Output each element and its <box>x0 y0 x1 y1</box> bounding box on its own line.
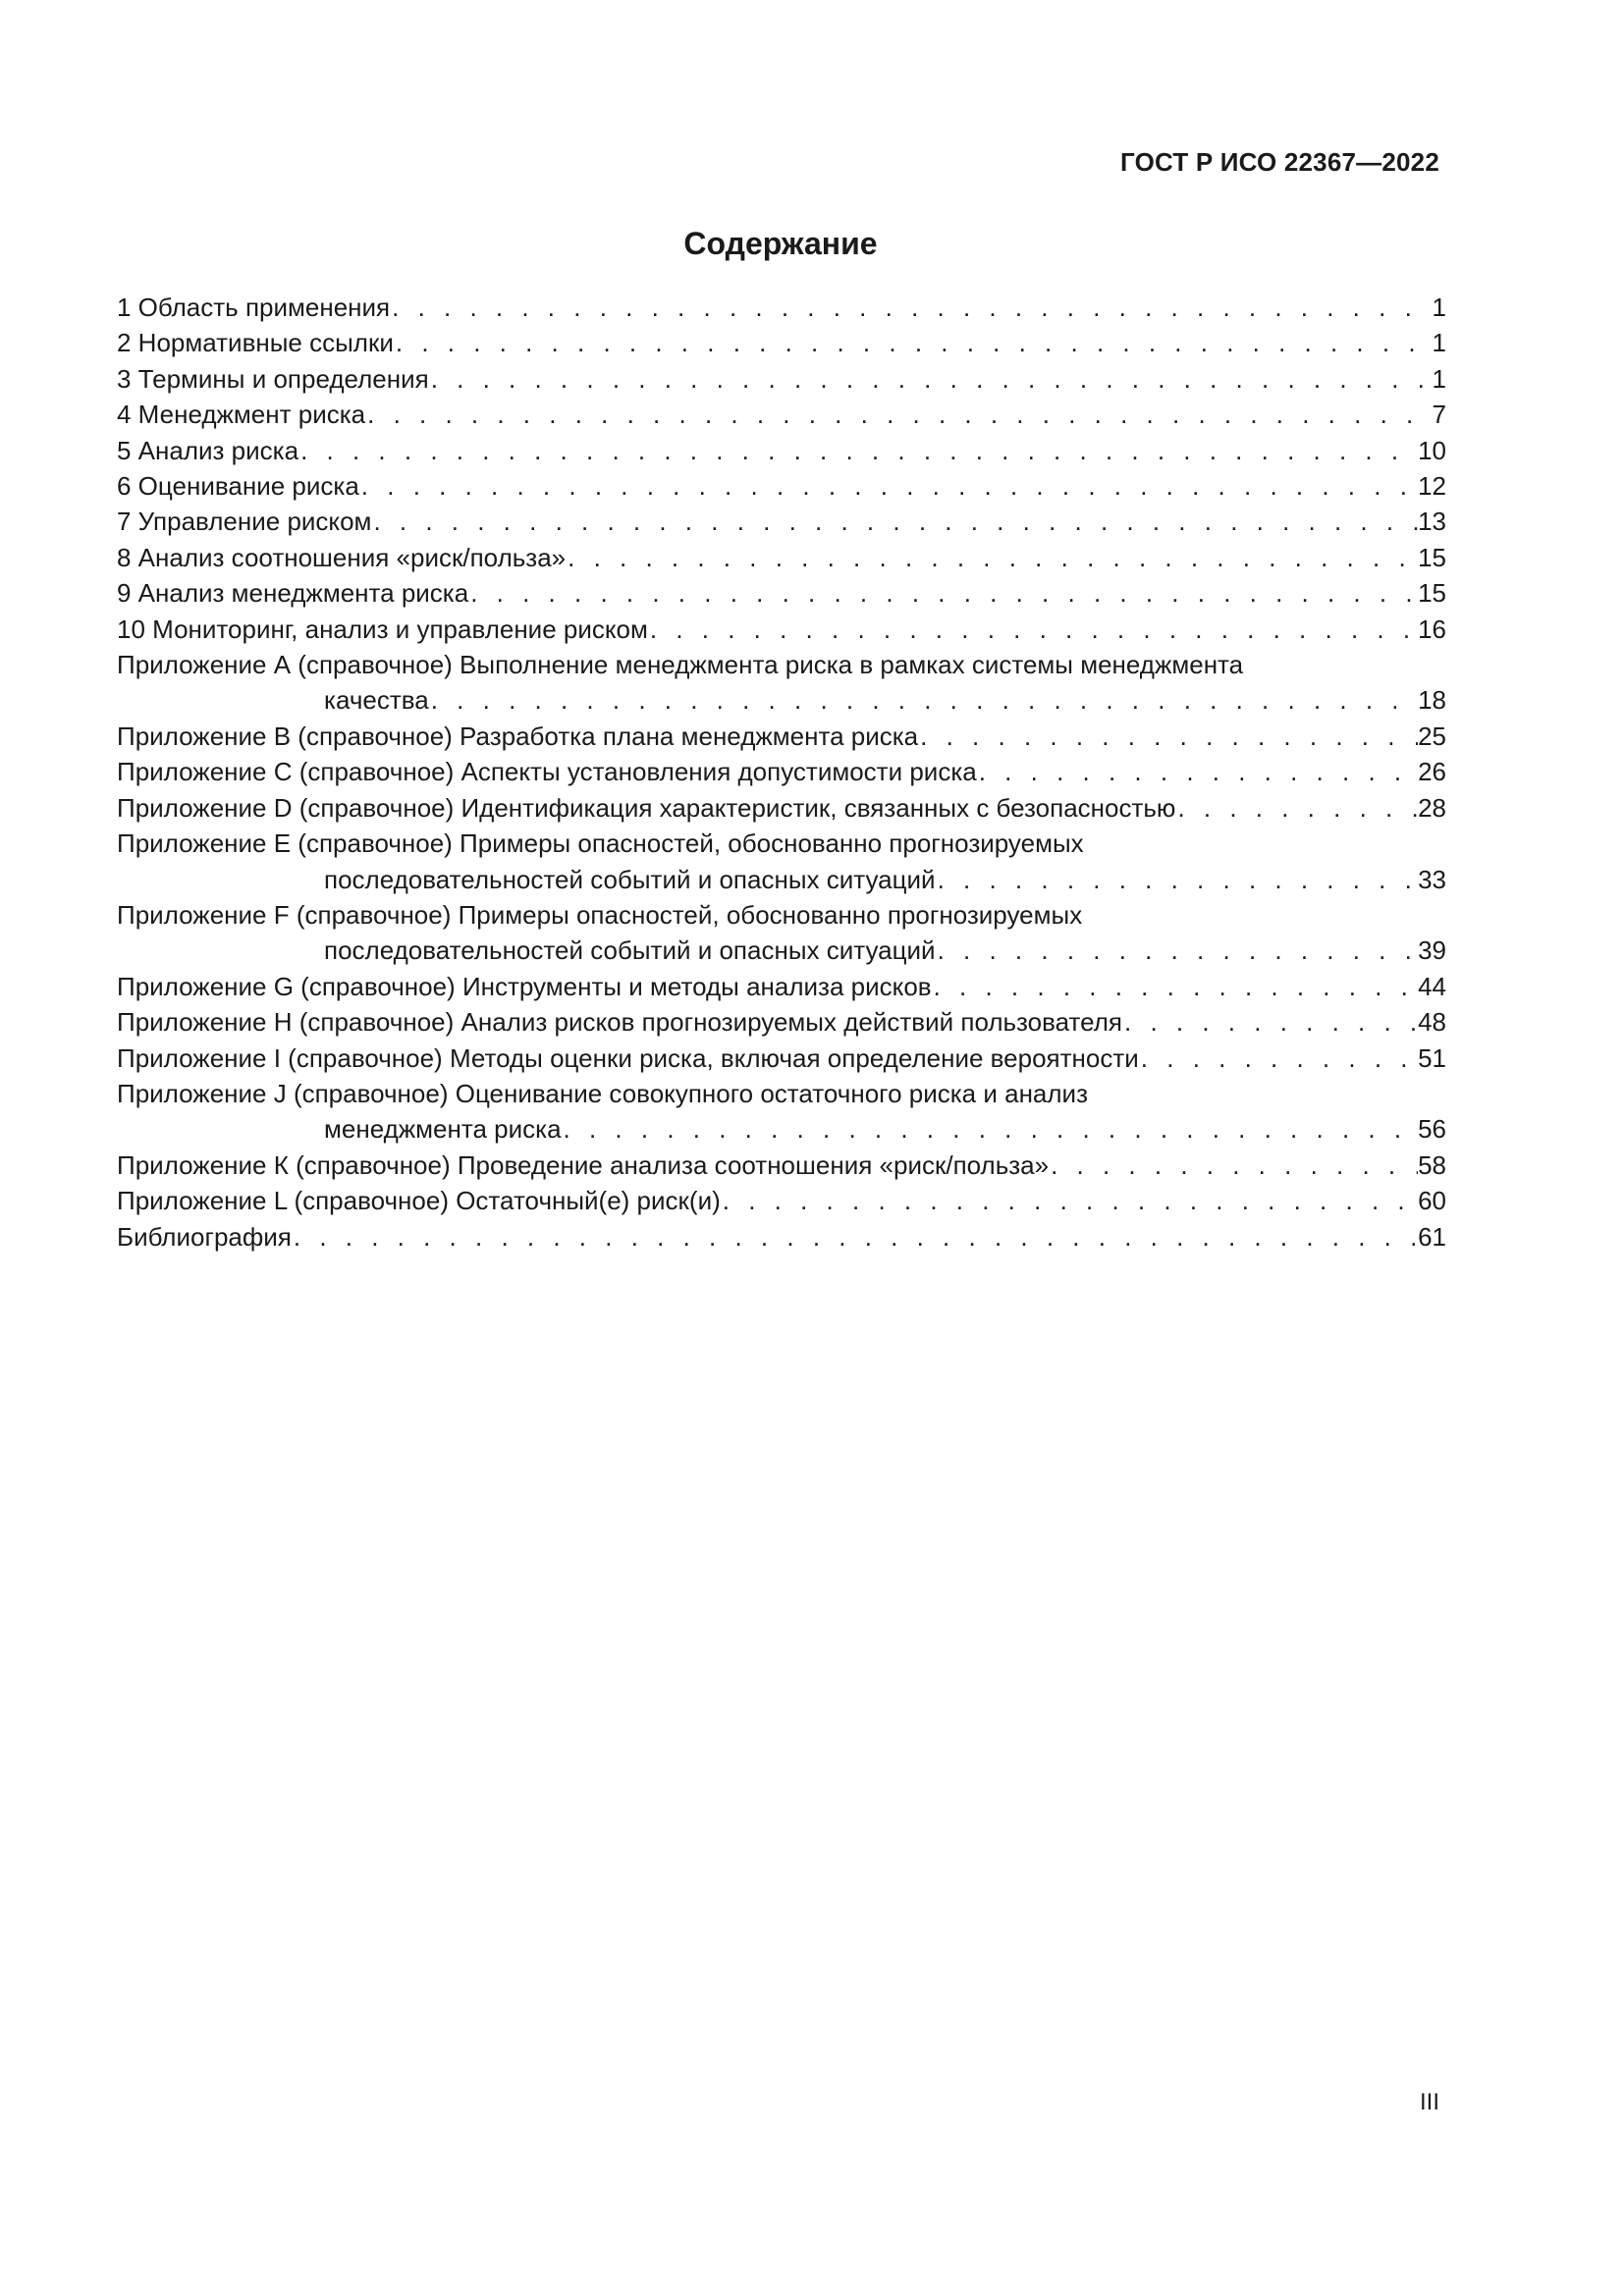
toc-entry-title: Приложение Е (справочное) Примеры опасностей, обоснованно прогнозируемых <box>117 828 1084 859</box>
toc-page-number: 25 <box>1418 721 1446 751</box>
dot-leader <box>932 969 1418 1004</box>
toc-entry[interactable] <box>117 1148 1446 1183</box>
dot-leader <box>721 1183 1418 1218</box>
toc-entry[interactable] <box>117 433 1446 468</box>
page-number: III <box>1419 2089 1439 2115</box>
toc-entry-title: Приложение К (справочное) Проведение анализа соотношения «риск/польза» <box>117 1149 1050 1180</box>
toc-entry-line <box>117 719 1446 754</box>
dot-leader <box>918 719 1418 754</box>
toc-entry-title: 6 Оценивание риска <box>117 471 359 502</box>
toc-entry[interactable] <box>117 325 1446 360</box>
toc-entry[interactable] <box>117 468 1446 504</box>
toc-page-number: 28 <box>1418 792 1446 823</box>
dot-leader <box>1139 1041 1418 1076</box>
toc-entry[interactable] <box>117 1076 1446 1148</box>
toc-entry-line <box>117 897 1446 933</box>
toc-entry-title: Приложение I (справочное) Методы оценки риска, включая определение вероятности <box>117 1042 1139 1073</box>
dot-leader <box>429 361 1433 397</box>
toc-entry-title: Библиография <box>117 1221 292 1252</box>
dot-leader <box>359 468 1418 504</box>
dot-leader <box>1175 790 1418 826</box>
toc-entry-title: Приложение F (справочное) Примеры опасностей, обоснованно прогнозируемых <box>117 899 1083 930</box>
dot-leader <box>977 754 1418 789</box>
toc-entry-line <box>117 826 1446 861</box>
toc-entry-title: Приложение В (справочное) Разработка плана менеджмента риска <box>117 721 919 751</box>
toc-entry[interactable] <box>117 897 1446 969</box>
toc-entry[interactable] <box>117 790 1446 826</box>
toc-entry-line <box>117 933 1446 968</box>
toc-entry-title: менеджмента риска <box>324 1114 562 1145</box>
toc-entry-line <box>117 290 1446 325</box>
toc-entry[interactable] <box>117 647 1446 719</box>
toc-entry-title: Приложение С (справочное) Аспекты установления допустимости риска <box>117 757 977 787</box>
toc-page-number: 12 <box>1418 471 1446 502</box>
toc-entry-title: Приложение L (справочное) Остаточный(е) риск(и) <box>117 1186 721 1216</box>
toc-entry-line <box>117 862 1446 897</box>
dot-leader <box>936 933 1419 968</box>
dot-leader <box>562 1111 1419 1147</box>
toc-entry[interactable] <box>117 361 1446 397</box>
dot-leader <box>566 540 1418 575</box>
toc-entry-title: 9 Анализ менеджмента риска <box>117 578 469 609</box>
toc-entry-title: 5 Анализ риска <box>117 435 299 465</box>
toc-entry[interactable] <box>117 612 1446 647</box>
toc-entry[interactable] <box>117 1183 1446 1218</box>
toc-page-number: 13 <box>1418 507 1446 537</box>
dot-leader <box>298 433 1418 468</box>
dot-leader <box>1122 1004 1418 1040</box>
toc-entry-title: 3 Термины и определения <box>117 363 429 394</box>
toc-page-number: 61 <box>1418 1221 1446 1252</box>
toc-entry-line <box>117 1004 1446 1040</box>
toc-page-number: 15 <box>1418 578 1446 609</box>
toc-page-number: 58 <box>1418 1149 1446 1180</box>
toc-entry-title: Приложение А (справочное) Выполнение менеджмента риска в рамках системы менеджмента <box>117 650 1244 680</box>
toc-entry[interactable] <box>117 1004 1446 1040</box>
toc-page-number: 1 <box>1432 293 1446 322</box>
toc-entry[interactable] <box>117 754 1446 789</box>
toc-entry-title: Приложение G (справочное) Инструменты и методы анализа рисков <box>117 971 932 1001</box>
dot-leader <box>394 325 1433 360</box>
dot-leader <box>292 1219 1418 1255</box>
toc-entry-line <box>117 1076 1446 1111</box>
toc-entry[interactable] <box>117 290 1446 325</box>
toc-entry[interactable] <box>117 397 1446 432</box>
toc-entry-title: 2 Нормативные ссылки <box>117 328 394 358</box>
toc-entry-title: 7 Управление риском <box>117 507 372 537</box>
toc-entry-line <box>117 682 1446 718</box>
toc-entry[interactable] <box>117 575 1446 611</box>
toc-entry-line <box>117 325 1446 360</box>
toc-entry-title: последовательностей событий и опасных ситуаций <box>324 864 936 894</box>
document-code: ГОСТ Р ИСО 22367—2022 <box>1119 147 1439 177</box>
toc-page-number: 16 <box>1418 614 1446 644</box>
toc-entry-title: Приложение H (справочное) Анализ рисков прогнозируемых действий пользователя <box>117 1007 1123 1038</box>
dot-leader <box>1049 1148 1418 1183</box>
dot-leader <box>365 397 1432 432</box>
dot-leader <box>648 612 1418 647</box>
toc-page-number: 26 <box>1418 757 1446 787</box>
table-of-contents <box>117 290 1446 1255</box>
toc-page-number: 15 <box>1418 542 1446 572</box>
toc-entry-line <box>117 790 1446 826</box>
toc-entry-line <box>117 647 1446 682</box>
toc-page-number: 1 <box>1432 328 1446 358</box>
toc-page-number: 10 <box>1418 435 1446 465</box>
toc-page-number: 60 <box>1418 1186 1446 1216</box>
toc-entry[interactable] <box>117 969 1446 1004</box>
toc-page-number: 39 <box>1418 935 1446 966</box>
toc-entry-line <box>117 540 1446 575</box>
toc-entry-line <box>117 468 1446 504</box>
toc-entry-line <box>117 969 1446 1004</box>
toc-entry-title: Приложение J (справочное) Оценивание совокупного остаточного риска и анализ <box>117 1078 1089 1108</box>
toc-entry-line <box>117 754 1446 789</box>
toc-page-number: 18 <box>1418 685 1446 716</box>
toc-page-number: 48 <box>1418 1007 1446 1038</box>
toc-entry-line <box>117 612 1446 647</box>
toc-entry[interactable] <box>117 826 1446 897</box>
toc-entry-line <box>117 433 1446 468</box>
toc-page-number: 7 <box>1432 400 1446 430</box>
toc-entry[interactable] <box>117 504 1446 539</box>
toc-entry-title: 4 Менеджмент риска <box>117 400 366 430</box>
toc-entry[interactable] <box>117 1219 1446 1255</box>
dot-leader <box>390 290 1432 325</box>
dot-leader <box>936 862 1419 897</box>
toc-entry-line <box>117 1148 1446 1183</box>
toc-entry-line <box>117 1183 1446 1218</box>
toc-entry-title: 10 Мониторинг, анализ и управление риском <box>117 614 648 644</box>
toc-page-number: 51 <box>1418 1042 1446 1073</box>
toc-entry-title: качества <box>324 685 429 716</box>
toc-page-number: 44 <box>1418 971 1446 1001</box>
toc-entry-title: Приложение D (справочное) Идентификация характеристик, связанных с безопасностью <box>117 792 1176 823</box>
dot-leader <box>429 682 1418 718</box>
toc-entry-line <box>117 397 1446 432</box>
toc-entry[interactable] <box>117 719 1446 754</box>
toc-entry-title: последовательностей событий и опасных ситуаций <box>324 935 936 966</box>
toc-page-number: 1 <box>1432 363 1446 394</box>
toc-entry-line <box>117 361 1446 397</box>
toc-entry-line <box>117 575 1446 611</box>
toc-entry[interactable] <box>117 540 1446 575</box>
toc-entry-line <box>117 504 1446 539</box>
toc-entry-title: 1 Область применения <box>117 293 391 322</box>
toc-entry-line <box>117 1219 1446 1255</box>
toc-entry-line <box>117 1041 1446 1076</box>
toc-entry-line <box>117 1111 1446 1147</box>
dot-leader <box>468 575 1418 611</box>
dot-leader <box>371 504 1418 539</box>
toc-entry[interactable] <box>117 1041 1446 1076</box>
toc-title: Содержание <box>683 226 878 261</box>
toc-entry-title: 8 Анализ соотношения «риск/польза» <box>117 542 567 572</box>
toc-page-number: 33 <box>1418 864 1446 894</box>
toc-page-number: 56 <box>1418 1114 1446 1145</box>
